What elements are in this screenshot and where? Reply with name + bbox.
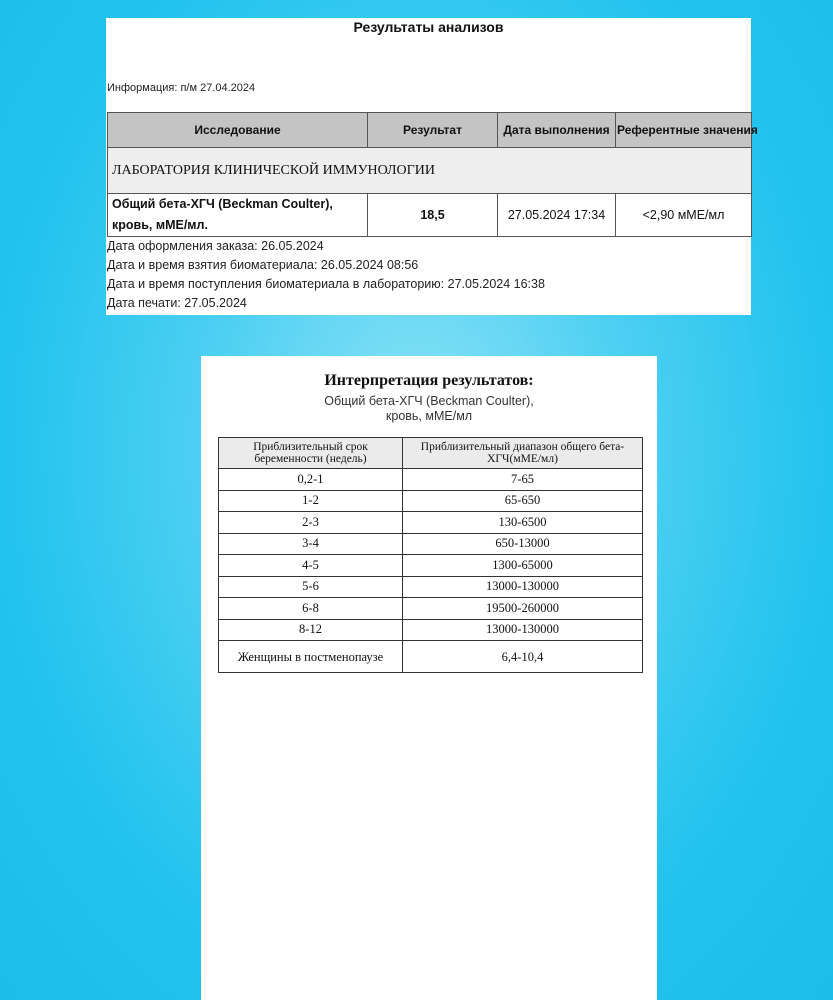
order-date: Дата оформления заказа: 26.05.2024 <box>107 239 324 253</box>
results-header-row <box>108 113 752 148</box>
table-row <box>219 490 643 512</box>
hcg-range: 65-650 <box>403 490 643 512</box>
table-row <box>219 469 643 491</box>
column-header-reference: Референтные значения <box>616 113 752 148</box>
table-row <box>219 598 643 620</box>
arrival-datetime: Дата и время поступления биоматериала в лабораторию: 27.05.2024 16:38 <box>107 277 545 291</box>
column-header-date: Дата выполнения <box>498 113 616 148</box>
gestation-term: 2-3 <box>219 512 403 534</box>
gestation-term: 8-12 <box>219 619 403 641</box>
interpretation-subtitle-line2: кровь, мМЕ/мл <box>385 409 473 423</box>
gestation-term: 4-5 <box>219 555 403 577</box>
interpretation-body <box>219 469 643 673</box>
hcg-range: 19500-260000 <box>403 598 643 620</box>
table-row <box>219 533 643 555</box>
hcg-range: 650-13000 <box>403 533 643 555</box>
table-row <box>219 555 643 577</box>
test-result: 18,5 <box>368 194 498 237</box>
column-header-term: Приблизительный срок беременности (недель) <box>219 438 403 469</box>
print-date: Дата печати: 27.05.2024 <box>107 296 247 310</box>
gestation-term: 3-4 <box>219 533 403 555</box>
table-row <box>108 194 752 237</box>
table-row <box>219 619 643 641</box>
interpretation-table <box>218 437 643 673</box>
results-table <box>107 112 758 237</box>
column-header-range: Приблизительный диапазон общего бета-ХГЧ(мМЕ/мл) <box>403 438 643 469</box>
interpretation-title: Интерпретация результатов: <box>324 372 534 389</box>
gestation-term: 1-2 <box>219 490 403 512</box>
gestation-term: 5-6 <box>219 576 403 598</box>
hcg-range: 6,4-10,4 <box>403 641 643 673</box>
report-title: Результаты анализов <box>353 19 504 35</box>
section-row <box>108 148 752 194</box>
hcg-range: 13000-130000 <box>403 619 643 641</box>
table-row <box>219 576 643 598</box>
collection-datetime: Дата и время взятия биоматериала: 26.05.2024 08:56 <box>107 258 419 272</box>
lab-section-title: ЛАБОРАТОРИЯ КЛИНИЧЕСКОЙ ИММУНОЛОГИИ <box>108 148 752 194</box>
gestation-term: 6-8 <box>219 598 403 620</box>
hcg-range: 13000-130000 <box>403 576 643 598</box>
interpretation-subtitle-line1: Общий бета-ХГЧ (Beckman Coulter), <box>324 394 534 408</box>
hcg-range: 7-65 <box>403 469 643 491</box>
test-name <box>108 194 368 237</box>
gestation-term: 0,2-1 <box>219 469 403 491</box>
interpretation-subtitle <box>201 394 657 424</box>
column-header-result: Результат <box>368 113 498 148</box>
table-row <box>219 641 643 673</box>
gestation-term: Женщины в постменопаузе <box>219 641 403 673</box>
test-name-line1: Общий бета-ХГЧ (Beckman Coulter), <box>112 197 333 211</box>
interpretation-sheet <box>201 356 657 1000</box>
hcg-range: 1300-65000 <box>403 555 643 577</box>
test-reference: <2,90 мМЕ/мл <box>616 194 752 237</box>
test-date: 27.05.2024 17:34 <box>498 194 616 237</box>
report-meta <box>107 237 545 313</box>
test-name-line2: кровь, мМЕ/мл. <box>112 218 208 232</box>
report-info: Информация: п/м 27.04.2024 <box>107 82 256 94</box>
results-sheet <box>106 18 758 315</box>
interpretation-header-row <box>219 438 643 469</box>
column-header-test: Исследование <box>108 113 368 148</box>
table-row <box>219 512 643 534</box>
hcg-range: 130-6500 <box>403 512 643 534</box>
